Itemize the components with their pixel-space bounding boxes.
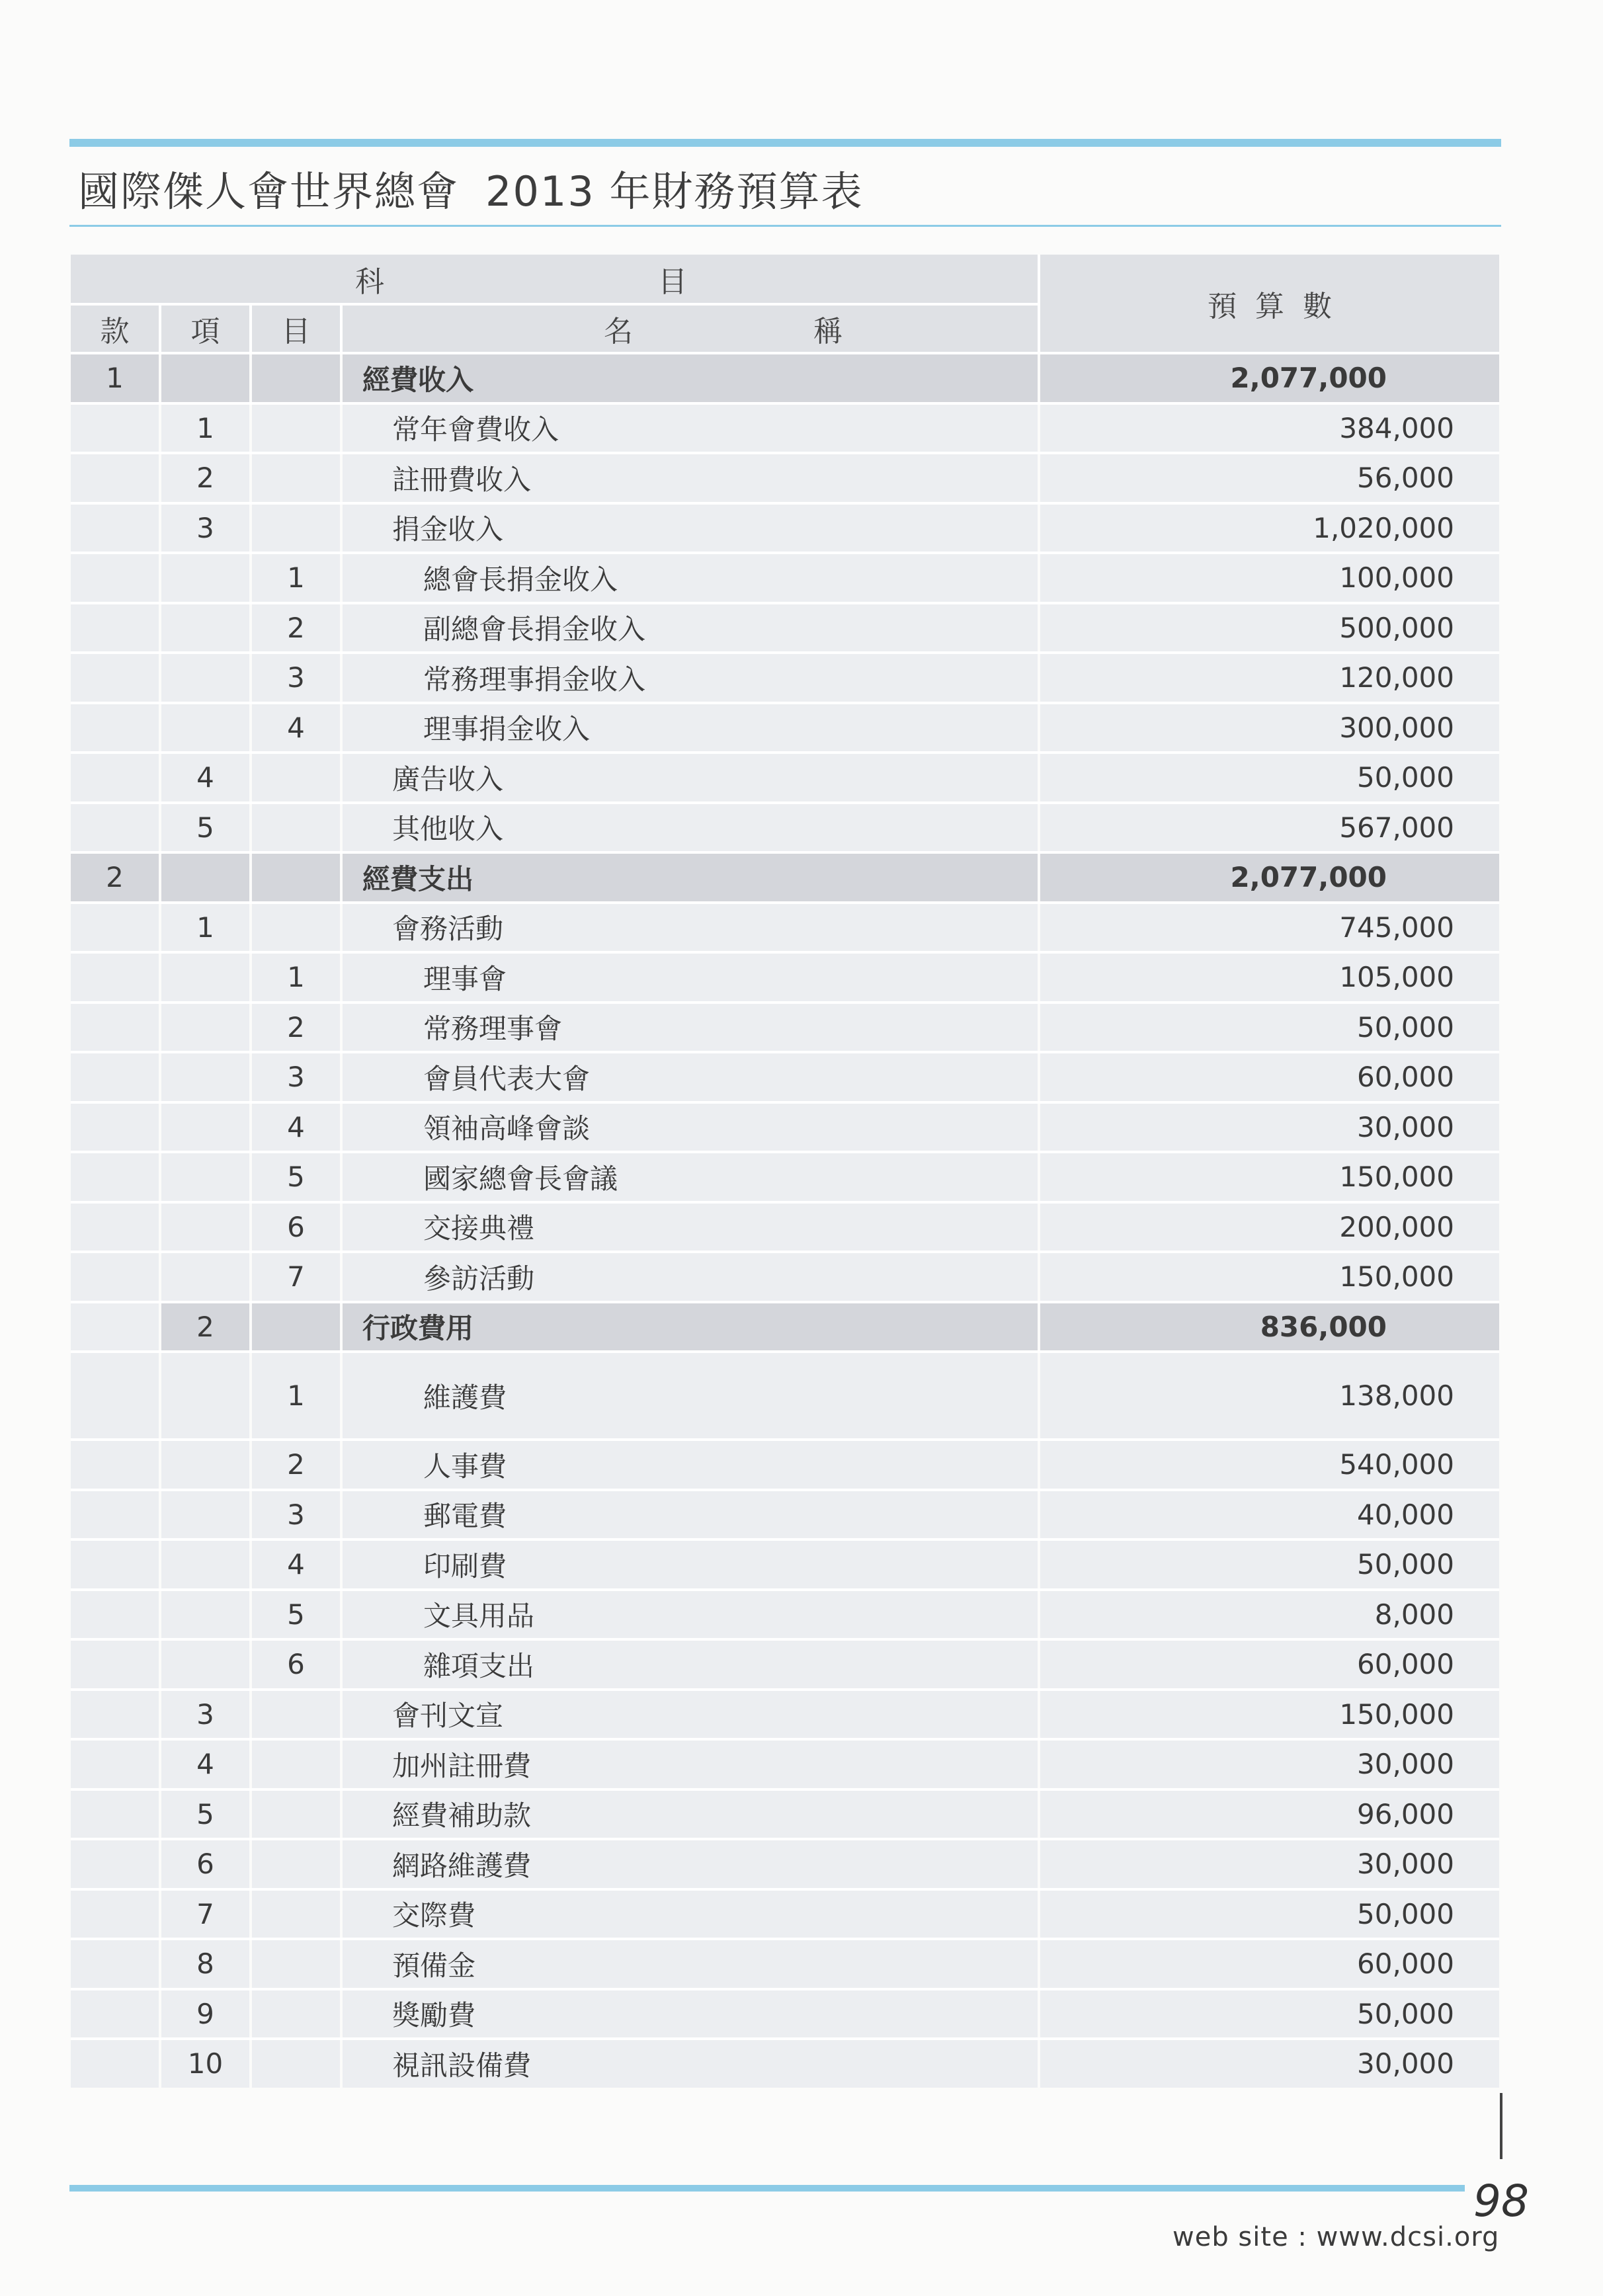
budget-value: 30,000 bbox=[1357, 1110, 1454, 1143]
table-row bbox=[71, 1438, 1499, 1489]
item-name: 總會長捐金收入 bbox=[423, 563, 618, 596]
table-row bbox=[71, 452, 1499, 502]
item-name: 理事捐金收入 bbox=[423, 713, 591, 746]
table-row bbox=[71, 1051, 1499, 1101]
xiang-cell bbox=[161, 1641, 249, 1688]
xiang-cell bbox=[161, 1153, 249, 1201]
mu-cell: 4 bbox=[287, 1110, 305, 1143]
table-row bbox=[71, 801, 1499, 852]
table-row bbox=[71, 552, 1499, 602]
mu-cell bbox=[252, 854, 340, 901]
table-row bbox=[71, 1888, 1499, 1938]
item-name: 交接典禮 bbox=[423, 1212, 535, 1245]
budget-value: 100,000 bbox=[1339, 561, 1454, 594]
table-row bbox=[71, 651, 1499, 702]
table-row bbox=[71, 1688, 1499, 1739]
budget-value: 567,000 bbox=[1339, 811, 1454, 844]
budget-value: 150,000 bbox=[1339, 1698, 1454, 1731]
kuan-cell bbox=[71, 1204, 159, 1251]
xiang-cell: 2 bbox=[196, 1310, 214, 1343]
mu-cell: 1 bbox=[287, 561, 305, 594]
item-name: 郵電費 bbox=[423, 1500, 507, 1533]
header-kuan: 款 bbox=[100, 315, 130, 348]
mu-cell: 5 bbox=[287, 1598, 305, 1631]
mu-cell: 4 bbox=[287, 711, 305, 744]
table-body bbox=[71, 352, 1499, 2088]
table-row bbox=[71, 1301, 1499, 1351]
budget-value: 1,020,000 bbox=[1313, 511, 1454, 544]
table-row bbox=[71, 1350, 1499, 1438]
header-name-1: 名 bbox=[604, 315, 633, 348]
table-row bbox=[71, 1938, 1499, 1988]
kuan-cell bbox=[71, 1641, 159, 1688]
kuan-cell bbox=[71, 1741, 159, 1788]
table-row bbox=[71, 1250, 1499, 1301]
item-name: 視訊設備費 bbox=[392, 2049, 532, 2082]
xiang-cell bbox=[161, 604, 249, 652]
kuan-cell bbox=[71, 954, 159, 1001]
kuan-cell: 2 bbox=[106, 861, 124, 894]
mu-cell bbox=[252, 405, 340, 452]
budget-value: 30,000 bbox=[1357, 2047, 1454, 2080]
item-name: 領袖高峰會談 bbox=[423, 1112, 591, 1145]
item-name: 獎勵費 bbox=[392, 1999, 476, 2032]
kuan-cell bbox=[71, 1691, 159, 1739]
side-mark bbox=[1500, 2093, 1502, 2159]
mu-cell bbox=[252, 804, 340, 852]
mu-cell: 1 bbox=[287, 961, 305, 994]
kuan-cell bbox=[71, 1004, 159, 1051]
item-name: 經費補助款 bbox=[392, 1799, 532, 1832]
xiang-cell: 5 bbox=[196, 1797, 214, 1830]
budget-value: 30,000 bbox=[1357, 1848, 1454, 1881]
budget-value: 300,000 bbox=[1339, 711, 1454, 744]
budget-value: 150,000 bbox=[1339, 1260, 1454, 1293]
table-row bbox=[71, 1101, 1499, 1151]
table-row bbox=[71, 1788, 1499, 1838]
budget-value: 120,000 bbox=[1339, 661, 1454, 694]
item-name: 理事會 bbox=[423, 962, 507, 995]
xiang-cell bbox=[161, 1104, 249, 1151]
mu-cell bbox=[252, 354, 340, 402]
header-name-2: 稱 bbox=[813, 315, 843, 348]
kuan-cell bbox=[71, 1840, 159, 1888]
item-name: 註冊費收入 bbox=[392, 463, 532, 496]
budget-value: 540,000 bbox=[1339, 1448, 1454, 1481]
header-name bbox=[343, 306, 1038, 352]
kuan-cell bbox=[71, 1940, 159, 1988]
kuan-cell bbox=[71, 554, 159, 602]
table-row bbox=[71, 1201, 1499, 1251]
item-name: 廣告收入 bbox=[392, 762, 504, 796]
table-row bbox=[71, 602, 1499, 652]
kuan-cell bbox=[71, 1441, 159, 1489]
table-row bbox=[71, 402, 1499, 452]
xiang-cell bbox=[161, 1353, 249, 1438]
budget-value: 745,000 bbox=[1339, 911, 1454, 944]
mu-cell bbox=[252, 1940, 340, 1988]
mu-cell: 5 bbox=[287, 1161, 305, 1194]
item-name: 經費支出 bbox=[362, 862, 474, 895]
kuan-cell bbox=[71, 405, 159, 452]
item-name: 會員代表大會 bbox=[423, 1062, 591, 1095]
budget-value: 56,000 bbox=[1357, 462, 1454, 495]
table-row bbox=[71, 1538, 1499, 1588]
budget-table bbox=[71, 255, 1499, 2088]
budget-value: 60,000 bbox=[1357, 1948, 1454, 1981]
xiang-cell: 7 bbox=[196, 1897, 214, 1930]
kuan-cell bbox=[71, 505, 159, 552]
xiang-cell: 2 bbox=[196, 462, 214, 495]
item-name: 副總會長捐金收入 bbox=[423, 613, 646, 646]
xiang-cell: 4 bbox=[196, 1748, 214, 1781]
budget-value: 60,000 bbox=[1357, 1061, 1454, 1094]
kuan-cell bbox=[71, 1253, 159, 1301]
budget-value: 50,000 bbox=[1357, 1997, 1454, 2030]
mu-cell: 3 bbox=[287, 1061, 305, 1094]
table-header bbox=[71, 255, 1499, 352]
kuan-cell bbox=[71, 1541, 159, 1588]
budget-value: 40,000 bbox=[1357, 1498, 1454, 1531]
table-row bbox=[71, 951, 1499, 1001]
budget-value: 150,000 bbox=[1339, 1161, 1454, 1194]
table-row bbox=[71, 851, 1499, 901]
header-mu: 目 bbox=[281, 315, 311, 348]
mu-cell bbox=[252, 754, 340, 801]
budget-value: 500,000 bbox=[1339, 611, 1454, 644]
xiang-cell bbox=[161, 1053, 249, 1101]
bottom-rule bbox=[69, 2185, 1465, 2192]
item-name: 常務理事捐金收入 bbox=[423, 663, 646, 696]
table-row bbox=[71, 352, 1499, 402]
kuan-cell bbox=[71, 2040, 159, 2088]
item-name: 會務活動 bbox=[392, 913, 504, 946]
item-name: 人事費 bbox=[423, 1450, 507, 1483]
mu-cell: 4 bbox=[287, 1548, 305, 1581]
table-row bbox=[71, 502, 1499, 552]
xiang-cell: 1 bbox=[196, 411, 214, 444]
kuan-cell bbox=[71, 1990, 159, 2038]
budget-value: 60,000 bbox=[1357, 1648, 1454, 1681]
mu-cell bbox=[252, 904, 340, 952]
kuan-cell bbox=[71, 654, 159, 702]
item-name: 加州註冊費 bbox=[392, 1749, 532, 1782]
item-name: 交際費 bbox=[392, 1899, 476, 1932]
item-name: 常務理事會 bbox=[423, 1012, 563, 1046]
xiang-cell: 1 bbox=[196, 911, 214, 944]
header-xiang: 項 bbox=[190, 315, 220, 348]
item-name: 參訪活動 bbox=[423, 1262, 535, 1295]
table-row bbox=[71, 1738, 1499, 1788]
item-name: 行政費用 bbox=[362, 1312, 474, 1345]
mu-cell: 1 bbox=[287, 1379, 305, 1412]
table-row bbox=[71, 1638, 1499, 1688]
mu-cell: 2 bbox=[287, 611, 305, 644]
xiang-cell: 9 bbox=[196, 1997, 214, 2030]
xiang-cell bbox=[161, 1441, 249, 1489]
budget-value: 50,000 bbox=[1357, 1548, 1454, 1581]
xiang-cell: 3 bbox=[196, 1698, 214, 1731]
kuan-cell bbox=[71, 1891, 159, 1938]
mu-cell: 6 bbox=[287, 1648, 305, 1681]
kuan-cell bbox=[71, 904, 159, 952]
item-name: 雜項支出 bbox=[423, 1649, 535, 1682]
item-name: 維護費 bbox=[423, 1381, 507, 1414]
xiang-cell: 4 bbox=[196, 761, 214, 794]
item-name: 印刷費 bbox=[423, 1549, 507, 1582]
xiang-cell bbox=[161, 1204, 249, 1251]
mu-cell: 2 bbox=[287, 1448, 305, 1481]
mu-cell bbox=[252, 454, 340, 502]
mu-cell: 6 bbox=[287, 1210, 305, 1243]
kuan-cell bbox=[71, 1053, 159, 1101]
xiang-cell bbox=[161, 704, 249, 752]
item-name: 捐金收入 bbox=[392, 513, 504, 546]
budget-value: 50,000 bbox=[1357, 1897, 1454, 1930]
top-rule bbox=[69, 139, 1501, 147]
table-row bbox=[71, 1489, 1499, 1539]
xiang-cell bbox=[161, 954, 249, 1001]
header-subject bbox=[71, 255, 1038, 303]
mu-cell: 3 bbox=[287, 1498, 305, 1531]
xiang-cell bbox=[161, 354, 249, 402]
budget-value: 96,000 bbox=[1357, 1797, 1454, 1830]
mu-cell: 3 bbox=[287, 661, 305, 694]
header-budget: 預 算 數 bbox=[1208, 289, 1332, 323]
xiang-cell: 6 bbox=[196, 1848, 214, 1881]
xiang-cell bbox=[161, 1591, 249, 1639]
table-row bbox=[71, 1988, 1499, 2038]
kuan-cell bbox=[71, 1104, 159, 1151]
mu-cell bbox=[252, 1840, 340, 1888]
title-org: 國際傑人會世界總會 bbox=[78, 167, 460, 216]
budget-value: 30,000 bbox=[1357, 1748, 1454, 1781]
budget-value: 836,000 bbox=[1260, 1310, 1387, 1343]
mu-cell bbox=[252, 1891, 340, 1938]
item-name: 預備金 bbox=[392, 1949, 476, 1982]
page-title bbox=[78, 159, 864, 218]
table-row bbox=[71, 1838, 1499, 1888]
item-name: 常年會費收入 bbox=[392, 413, 559, 446]
xiang-cell: 10 bbox=[187, 2047, 224, 2080]
budget-value: 105,000 bbox=[1339, 961, 1454, 994]
xiang-cell bbox=[161, 1541, 249, 1588]
mu-cell: 7 bbox=[287, 1260, 305, 1293]
mu-cell bbox=[252, 1741, 340, 1788]
table-row bbox=[71, 1588, 1499, 1639]
item-name: 網路維護費 bbox=[392, 1849, 532, 1882]
item-name: 經費收入 bbox=[362, 363, 474, 396]
mu-cell: 2 bbox=[287, 1010, 305, 1044]
mu-cell bbox=[252, 1691, 340, 1739]
kuan-cell bbox=[71, 1303, 159, 1351]
table-row bbox=[71, 901, 1499, 952]
kuan-cell bbox=[71, 454, 159, 502]
title-rest: 2013 年財務預算表 bbox=[485, 167, 864, 216]
kuan-cell bbox=[71, 804, 159, 852]
budget-value: 50,000 bbox=[1357, 761, 1454, 794]
table-row bbox=[71, 2037, 1499, 2088]
budget-value: 384,000 bbox=[1339, 411, 1454, 444]
item-name: 國家總會長會議 bbox=[423, 1162, 618, 1195]
header-subject-1: 科 bbox=[355, 265, 384, 299]
xiang-cell: 8 bbox=[196, 1948, 214, 1981]
xiang-cell: 5 bbox=[196, 811, 214, 844]
title-rule bbox=[69, 225, 1501, 227]
mu-cell bbox=[252, 1791, 340, 1838]
budget-value: 50,000 bbox=[1357, 1010, 1454, 1044]
item-name: 文具用品 bbox=[423, 1600, 535, 1633]
table-row bbox=[71, 1151, 1499, 1201]
mu-cell bbox=[252, 505, 340, 552]
budget-value: 200,000 bbox=[1339, 1210, 1454, 1243]
budget-value: 8,000 bbox=[1374, 1598, 1454, 1631]
kuan-cell bbox=[71, 1153, 159, 1201]
website-url: web site : www.dcsi.org bbox=[1172, 2222, 1500, 2252]
table-row bbox=[71, 751, 1499, 801]
budget-value: 2,077,000 bbox=[1230, 362, 1387, 395]
mu-cell bbox=[252, 1990, 340, 2038]
xiang-cell: 3 bbox=[196, 511, 214, 544]
xiang-cell bbox=[161, 1253, 249, 1301]
kuan-cell bbox=[71, 1591, 159, 1639]
kuan-cell bbox=[71, 1353, 159, 1438]
table-row bbox=[71, 1001, 1499, 1051]
xiang-cell bbox=[161, 1004, 249, 1051]
kuan-cell bbox=[71, 1791, 159, 1838]
kuan-cell bbox=[71, 604, 159, 652]
kuan-cell bbox=[71, 1491, 159, 1539]
header-subject-2: 目 bbox=[658, 265, 687, 299]
budget-value: 138,000 bbox=[1339, 1379, 1454, 1412]
xiang-cell bbox=[161, 1491, 249, 1539]
table-row bbox=[71, 702, 1499, 752]
kuan-cell bbox=[71, 754, 159, 801]
xiang-cell bbox=[161, 554, 249, 602]
item-name: 其他收入 bbox=[392, 813, 504, 846]
xiang-cell bbox=[161, 654, 249, 702]
budget-value: 2,077,000 bbox=[1230, 861, 1387, 894]
kuan-cell: 1 bbox=[106, 362, 124, 395]
kuan-cell bbox=[71, 704, 159, 752]
mu-cell bbox=[252, 2040, 340, 2088]
item-name: 會刊文宣 bbox=[392, 1700, 504, 1733]
page-number: 98 bbox=[1473, 2176, 1529, 2227]
mu-cell bbox=[252, 1303, 340, 1351]
xiang-cell bbox=[161, 854, 249, 901]
